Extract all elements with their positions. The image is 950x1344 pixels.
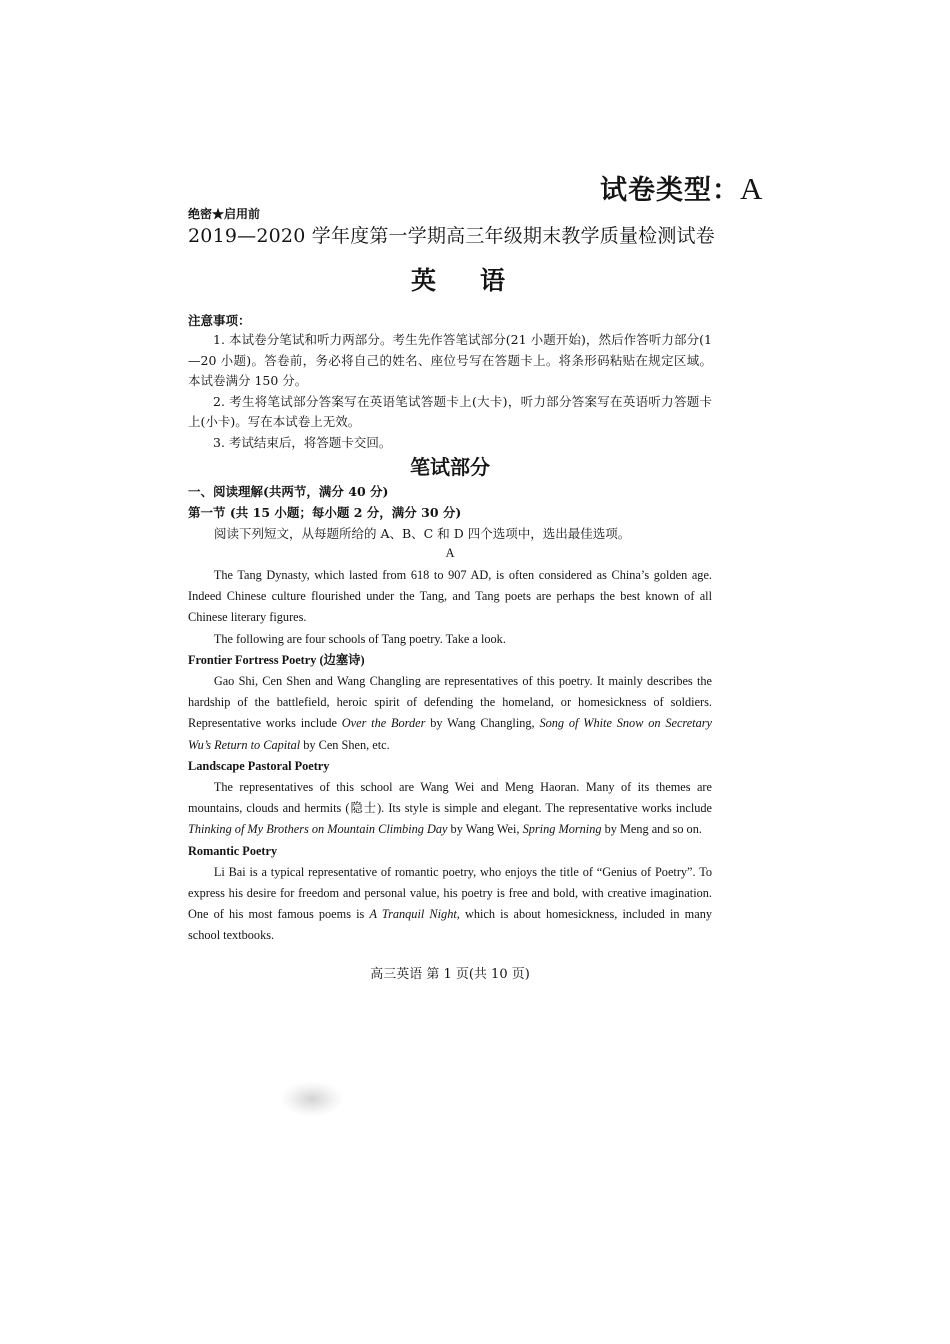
frontier-paragraph bbox=[188, 671, 712, 756]
page-footer: 高三英语 第 1 页(共 10 页) bbox=[370, 967, 530, 982]
paper-type-value: A bbox=[740, 171, 764, 206]
notice-item-3: 3. 考试结束后，将答题卡交回。 bbox=[213, 434, 392, 450]
landscape-paragraph bbox=[188, 777, 712, 841]
romantic-text-2: , which is about homesickness, included in many school textbooks. bbox=[188, 907, 712, 943]
passage-letter: A bbox=[445, 546, 455, 560]
frontier-text-1: Gao Shi, Cen Shen and Wang Changling are representatives of this poetry. It mainly describes the hardship of the battlefield, heroic spirit of defending the homeland, or homesickness of soldiers. Representative works include bbox=[188, 674, 712, 731]
frontier-text-3: by Cen Shen, etc. bbox=[300, 737, 390, 752]
romantic-heading: Romantic Poetry bbox=[188, 843, 278, 858]
landscape-text-2: by Wang Wei, bbox=[447, 822, 523, 837]
landscape-text-3: by Meng and so on. bbox=[601, 822, 702, 837]
frontier-heading: Frontier Fortress Poetry (边塞诗) bbox=[188, 652, 365, 667]
part-heading: 一、阅读理解(共两节，满分 40 分) bbox=[188, 484, 389, 499]
paper-type-text: 试卷类型： bbox=[600, 175, 740, 206]
scan-smudge bbox=[282, 1082, 342, 1116]
paper-type-label bbox=[600, 168, 763, 207]
notice-item-2: 2. 考生将笔试部分答案写在英语笔试答题卡上(大卡)，听力部分答案写在英语听力答题卡上(小卡)。写在本试卷上无效。 bbox=[188, 393, 712, 429]
passage-intro: The Tang Dynasty, which lasted from 618 to 907 AD, is often considered as China’s golden age. Indeed Chinese culture flourished under the Tang, and Tang poets are perhaps the best known of all Chinese literary figures. bbox=[188, 568, 712, 625]
notice-item-1: 1. 本试卷分笔试和听力两部分。考生先作答笔试部分(21 小题开始)，然后作答听力部分(1—20 小题)。答卷前，务必将自己的姓名、座位号写在答题卡上。将条形码粘贴在规定区域。本试卷满分 150 分。 bbox=[188, 332, 712, 388]
romantic-text-1: Li Bai is a typical representative of romantic poetry, who enjoys the title of “Genius of Poetry”. To express his desire for freedom and personal value, his poetry is free and bold, with creative imagination. One of his most famous poems is bbox=[188, 864, 712, 922]
frontier-text-2: by Wang Changling, bbox=[425, 716, 540, 731]
instruction-text: 阅读下列短文，从每题所给的 A、B、C 和 D 四个选项中，选出最佳选项。 bbox=[214, 526, 631, 541]
subject-title: 英语 bbox=[410, 266, 549, 295]
exam-title: 2019—2020 学年度第一学期高三年级期末教学质量检测试卷 bbox=[188, 225, 715, 247]
landscape-heading: Landscape Pastoral Poetry bbox=[188, 758, 330, 773]
sub-section-heading: 第一节 (共 15 小题；每小题 2 分，满分 30 分) bbox=[188, 505, 462, 520]
notice-list bbox=[188, 330, 712, 453]
notice-heading: 注意事项： bbox=[188, 313, 251, 328]
passage-intro-2: The following are four schools of Tang poetry. Take a look. bbox=[213, 631, 506, 646]
landscape-text-1: The representatives of this school are Wang Wei and Meng Haoran. Many of its themes are mountains, clouds and hermits (隐士). Its style is simple and elegant. The representative works include bbox=[188, 780, 712, 816]
frontier-work-1: Over the Border bbox=[341, 716, 426, 731]
reading-passage bbox=[188, 565, 712, 947]
landscape-work-1: Thinking of My Brothers on Mountain Climbing Day bbox=[188, 822, 448, 837]
romantic-paragraph bbox=[188, 862, 712, 947]
romantic-work-1: A Tranquil Night bbox=[369, 907, 457, 922]
section-title: 笔试部分 bbox=[410, 455, 490, 479]
landscape-work-2: Spring Morning bbox=[522, 822, 602, 837]
frontier-work-2: Song of White Snow on Secretary Wu’s Return to Capital bbox=[188, 716, 712, 752]
confidential-mark: 绝密★启用前 bbox=[188, 207, 261, 221]
